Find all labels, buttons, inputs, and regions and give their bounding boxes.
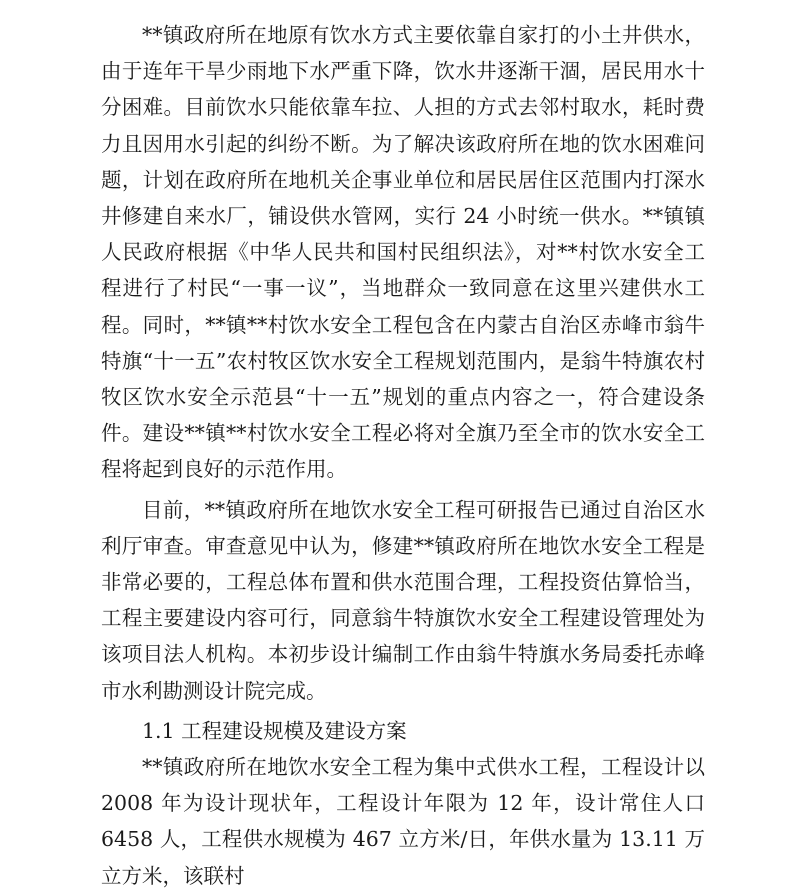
section-heading: 1.1 工程建设规模及建设方案 bbox=[142, 718, 407, 743]
paragraph-background: **镇政府所在地原有饮水方式主要依靠自家打的小土井供水，由于连年干旱少雨地下水严重下降，饮水井逐渐干涸，居民用水十分困难。目前饮水只能依靠车拉、人担的方式去邻村取水，耗时费力且因用水引起的纠纷不断。为了解决该政府所在地的饮水困难问题，计划在政府所在地机关企事业单位和居民居住区范围内打深水井修建自来水厂，铺设供水管网，实行 24 小时统一供水。**镇镇人民政府根据《中华人民共和国村民组织法》，对**村饮水安全工程进行了村民“一事一议”，当地群众一致同意在这里兴建供水工程。同时，**镇**村饮水安全工程包含在内蒙古自治区赤峰市翁牛特旗“十一五”农村牧区饮水安全工程规划范围内，是翁牛特旗农村牧区饮水安全示范县“十一五”规划的重点内容之一，符合建设条件。建设**镇**村饮水安全工程必将对全旗乃至全市的饮水安全工程将起到良好的示范作用。 bbox=[101, 23, 705, 482]
paragraph-scale: **镇政府所在地饮水安全工程为集中式供水工程，工程设计以 2008 年为设计现状年，工程设计年限为 12 年，设计常住人口 6458 人，工程供水规模为 467 立方米/日，年供水量为 13.11 万立方米，该联村 bbox=[101, 755, 705, 888]
paragraph-review: 目前，**镇政府所在地饮水安全工程可研报告已通过自治区水利厅审查。审查意见中认为，修建**镇政府所在地饮水安全工程是非常必要的，工程总体布置和供水范围合理，工程投资估算恰当，工程主要建设内容可行，同意翁牛特旗饮水安全工程建设管理处为该项目法人机构。本初步设计编制工作由翁牛特旗水务局委托赤峰市水利勘测设计院完成。 bbox=[101, 497, 705, 703]
document-body bbox=[101, 17, 705, 894]
